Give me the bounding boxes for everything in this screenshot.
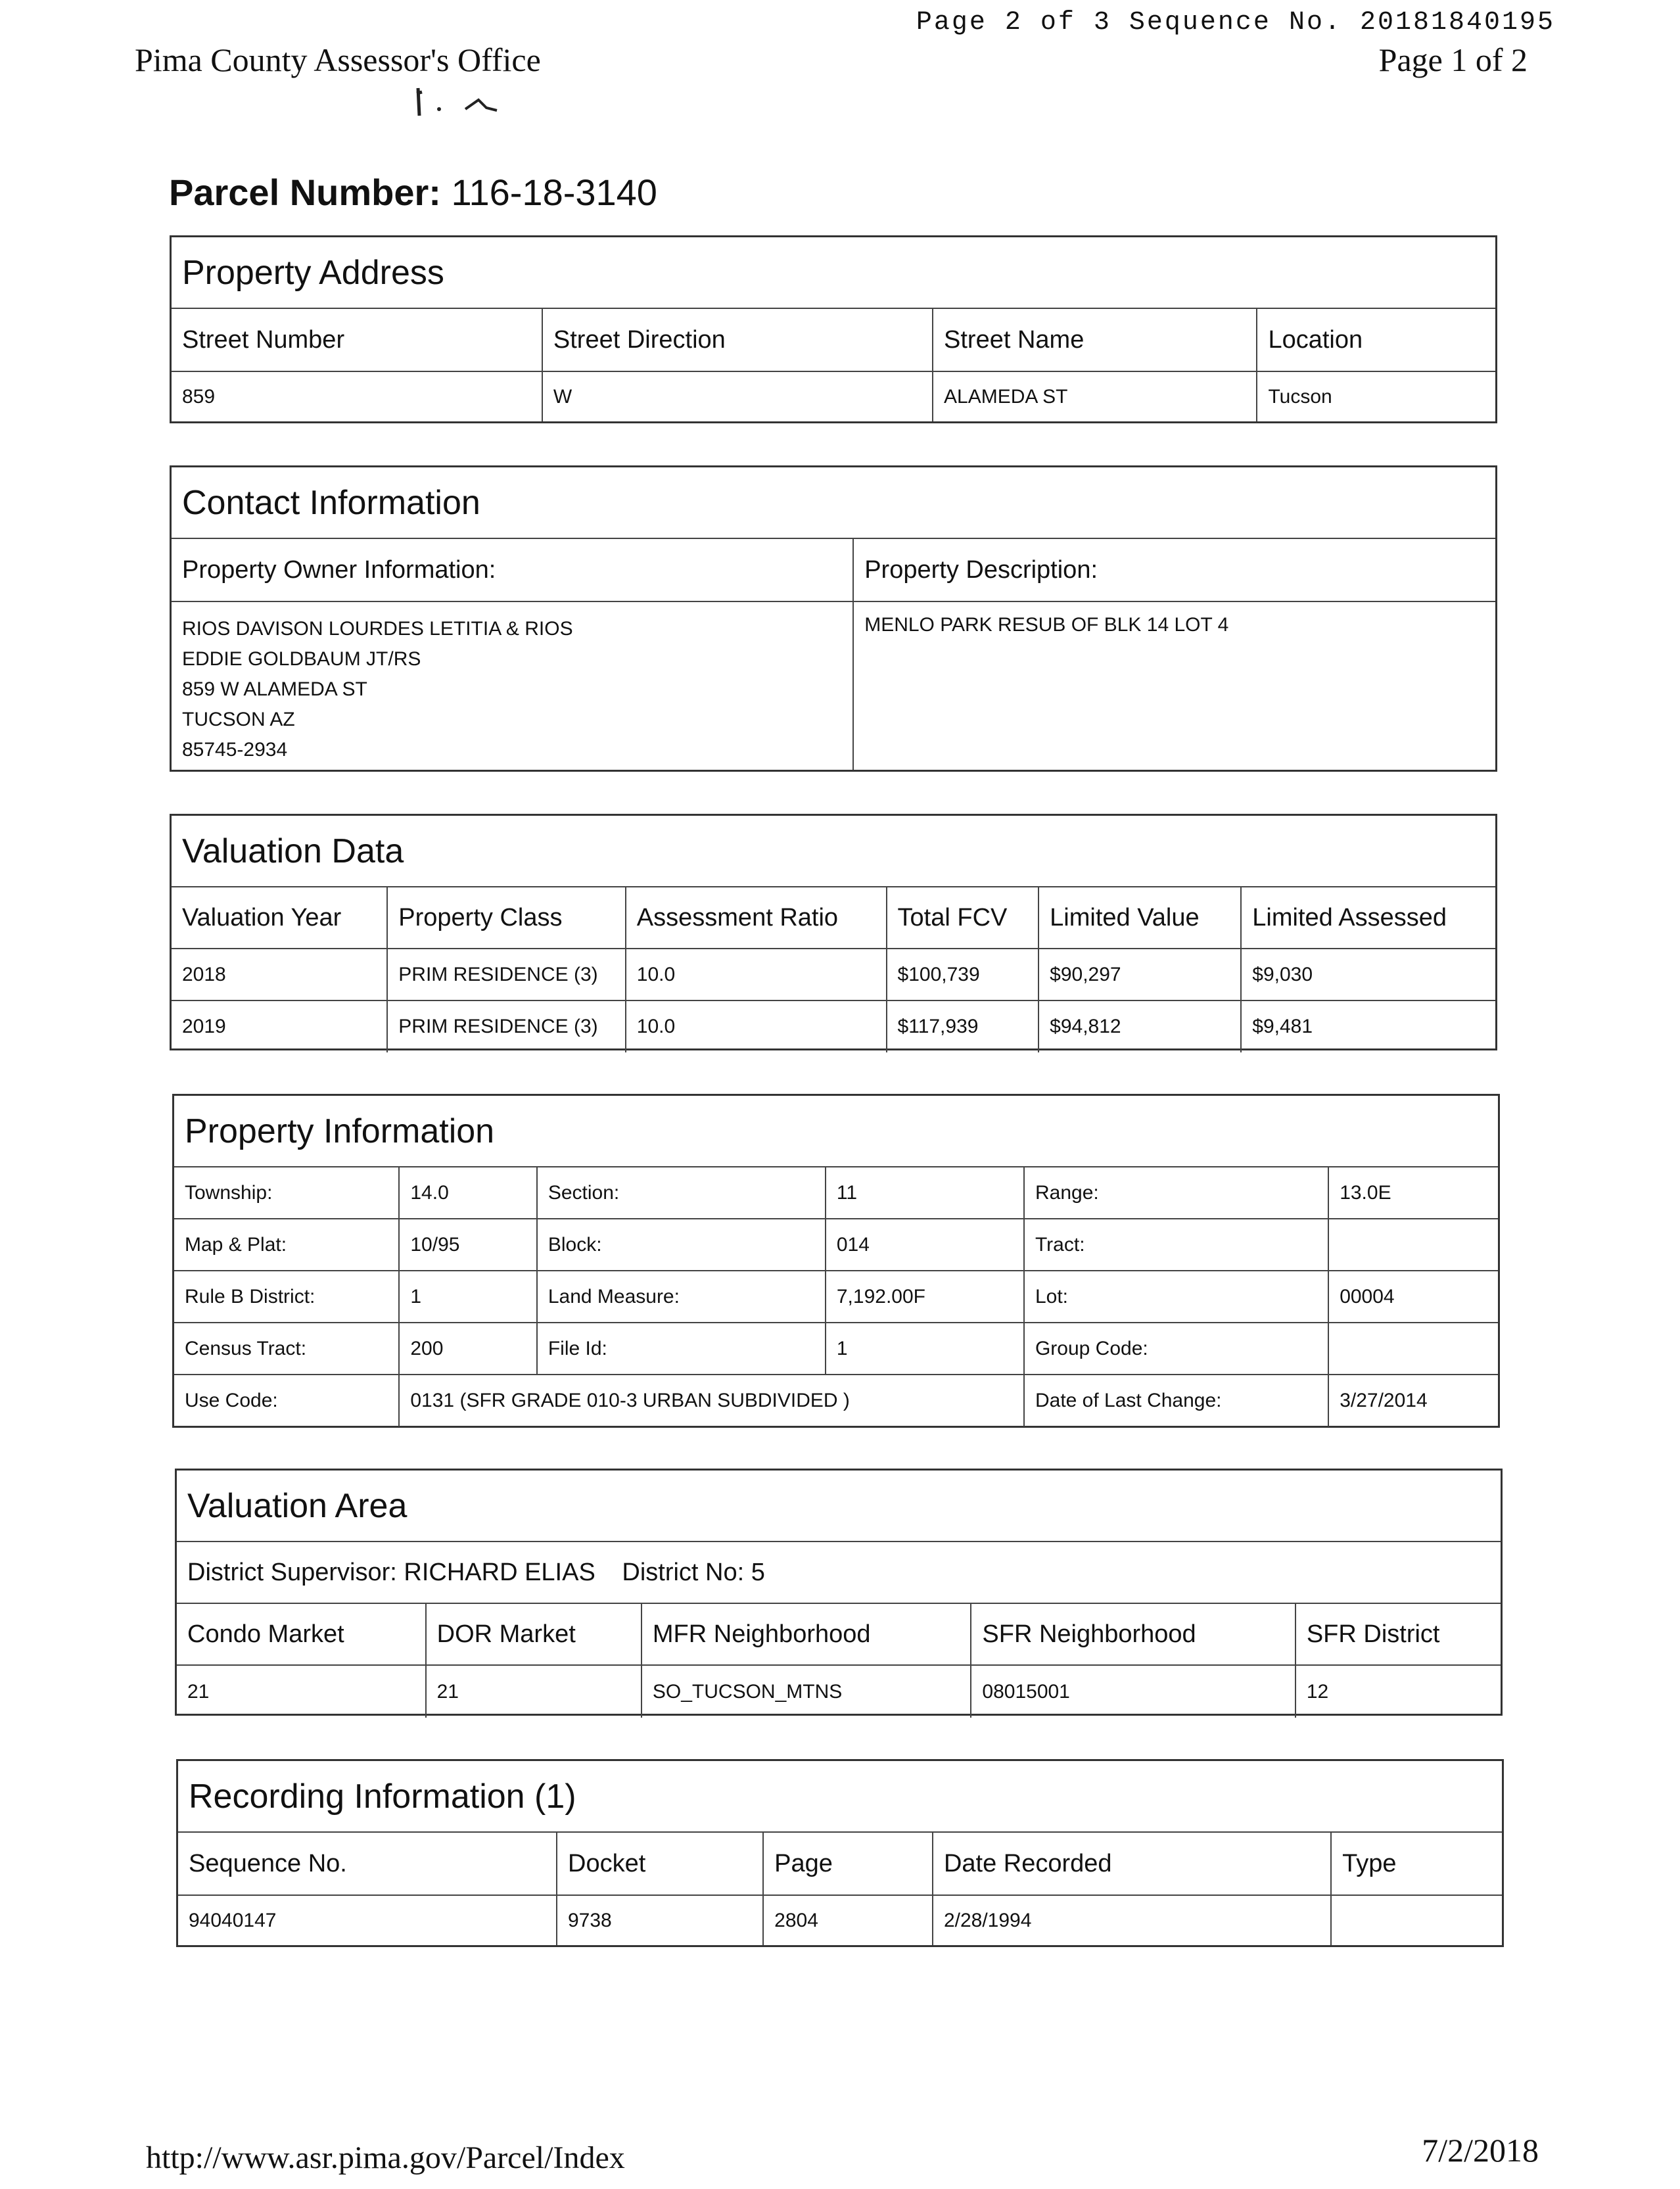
table-cell: 10.0	[626, 1000, 887, 1052]
last-change-label: Date of Last Change:	[1024, 1375, 1328, 1426]
type	[1331, 1895, 1502, 1945]
col-total-fcv: Total FCV	[887, 887, 1039, 949]
table-cell: 10.0	[626, 949, 887, 1000]
owner-info-header: Property Owner Information:	[172, 538, 853, 601]
col-property-class: Property Class	[387, 887, 626, 949]
dor-market: 21	[426, 1665, 642, 1718]
owner-line: 859 W ALAMEDA ST	[182, 678, 367, 700]
col-limited-value: Limited Value	[1038, 887, 1241, 949]
table-cell: $100,739	[887, 949, 1039, 1000]
col-mfr-neighborhood: MFR Neighborhood	[642, 1603, 971, 1665]
col-valuation-year: Valuation Year	[172, 887, 387, 949]
contact-information-section	[170, 465, 1497, 772]
supervisor-name: RICHARD ELIAS	[404, 1558, 595, 1586]
field-value: 11	[826, 1167, 1024, 1219]
field-label: Tract:	[1024, 1219, 1328, 1271]
owner-line: RIOS DAVISON LOURDES LETITIA & RIOS	[182, 618, 573, 640]
table-cell: $90,297	[1038, 949, 1241, 1000]
valuation-area-title: Valuation Area	[177, 1471, 1501, 1542]
field-value: 200	[399, 1323, 536, 1375]
page: 2804	[763, 1895, 933, 1945]
field-value: 1	[826, 1323, 1024, 1375]
valuation-area-section	[175, 1469, 1503, 1716]
field-value: 014	[826, 1219, 1024, 1271]
office-name: Pima County Assessor's Office	[135, 41, 541, 78]
owner-line: TUCSON AZ	[182, 709, 295, 730]
date-recorded: 2/28/1994	[933, 1895, 1331, 1945]
valuation-data-section	[170, 814, 1497, 1050]
sfr-district: 12	[1295, 1665, 1501, 1718]
property-information-title: Property Information	[174, 1096, 1498, 1167]
owner-line: 85745-2934	[182, 739, 288, 761]
district-no-label: District No:	[622, 1558, 745, 1586]
sfr-neighborhood: 08015001	[971, 1665, 1295, 1718]
field-label: Range:	[1024, 1167, 1328, 1219]
parcel-number-label: Parcel Number:	[169, 172, 441, 213]
owner-info	[172, 601, 853, 770]
recording-information-title: Recording Information (1)	[178, 1761, 1502, 1832]
field-label: Block:	[537, 1219, 826, 1271]
condo-market: 21	[177, 1665, 426, 1718]
table-cell: 2019	[172, 1000, 387, 1052]
parcel-number-value: 116-18-3140	[451, 172, 657, 213]
contact-information-title: Contact Information	[172, 467, 1495, 538]
field-value: 10/95	[399, 1219, 536, 1271]
handwritten-mark	[413, 85, 511, 118]
field-value: 13.0E	[1328, 1167, 1498, 1219]
docket: 9738	[557, 1895, 763, 1945]
col-page: Page	[763, 1832, 933, 1895]
field-label: Census Tract:	[174, 1323, 399, 1375]
field-label: Group Code:	[1024, 1323, 1328, 1375]
col-street-name: Street Name	[933, 308, 1257, 371]
mfr-neighborhood: SO_TUCSON_MTNS	[642, 1665, 971, 1718]
field-value	[1328, 1219, 1498, 1271]
property-description: MENLO PARK RESUB OF BLK 14 LOT 4	[853, 601, 1495, 770]
field-label: Township:	[174, 1167, 399, 1219]
use-code-value: 0131 (SFR GRADE 010-3 URBAN SUBDIVIDED )	[399, 1375, 1024, 1426]
table-cell: $117,939	[887, 1000, 1039, 1052]
col-limited-assessed: Limited Assessed	[1241, 887, 1495, 949]
col-street-number: Street Number	[172, 308, 542, 371]
district-no: 5	[751, 1558, 765, 1586]
col-street-direction: Street Direction	[542, 308, 933, 371]
field-label: File Id:	[537, 1323, 826, 1375]
footer-url: http://www.asr.pima.gov/Parcel/Index	[146, 2140, 625, 2175]
location: Tucson	[1257, 371, 1495, 421]
valuation-data-title: Valuation Data	[172, 816, 1495, 887]
col-dor-market: DOR Market	[426, 1603, 642, 1665]
fax-sequence-header: Page 2 of 3 Sequence No. 20181840195	[916, 8, 1555, 37]
field-value	[1328, 1323, 1498, 1375]
col-location: Location	[1257, 308, 1495, 371]
col-sfr-neighborhood: SFR Neighborhood	[971, 1603, 1295, 1665]
district-info	[177, 1542, 1501, 1603]
col-sfr-district: SFR District	[1295, 1603, 1501, 1665]
col-assessment-ratio: Assessment Ratio	[626, 887, 887, 949]
supervisor-label: District Supervisor:	[187, 1558, 397, 1586]
field-label: Map & Plat:	[174, 1219, 399, 1271]
sequence-no: 94040147	[178, 1895, 557, 1945]
field-value: 14.0	[399, 1167, 536, 1219]
parcel-number	[169, 171, 657, 214]
table-cell: $94,812	[1038, 1000, 1241, 1052]
street-number: 859	[172, 371, 542, 421]
property-address-title: Property Address	[172, 237, 1495, 308]
col-date-recorded: Date Recorded	[933, 1832, 1331, 1895]
field-value: 7,192.00F	[826, 1271, 1024, 1323]
field-value: 1	[399, 1271, 536, 1323]
col-docket: Docket	[557, 1832, 763, 1895]
property-information-section	[172, 1094, 1500, 1428]
col-type: Type	[1331, 1832, 1502, 1895]
footer-date: 7/2/2018	[1422, 2132, 1539, 2169]
col-condo-market: Condo Market	[177, 1603, 426, 1665]
property-description-header: Property Description:	[853, 538, 1495, 601]
table-cell: PRIM RESIDENCE (3)	[387, 949, 626, 1000]
field-label: Section:	[537, 1167, 826, 1219]
use-code-label: Use Code:	[174, 1375, 399, 1426]
table-cell: $9,030	[1241, 949, 1495, 1000]
recording-information-section	[176, 1759, 1504, 1947]
table-cell: PRIM RESIDENCE (3)	[387, 1000, 626, 1052]
property-address-section	[170, 235, 1497, 423]
street-direction: W	[542, 371, 933, 421]
page-indicator: Page 1 of 2	[1378, 41, 1528, 78]
table-cell: $9,481	[1241, 1000, 1495, 1052]
last-change-value: 3/27/2014	[1328, 1375, 1498, 1426]
field-label: Rule B District:	[174, 1271, 399, 1323]
table-cell: 2018	[172, 949, 387, 1000]
street-name: ALAMEDA ST	[933, 371, 1257, 421]
col-sequence-no: Sequence No.	[178, 1832, 557, 1895]
field-value: 00004	[1328, 1271, 1498, 1323]
owner-line: EDDIE GOLDBAUM JT/RS	[182, 648, 421, 670]
field-label: Land Measure:	[537, 1271, 826, 1323]
field-label: Lot:	[1024, 1271, 1328, 1323]
